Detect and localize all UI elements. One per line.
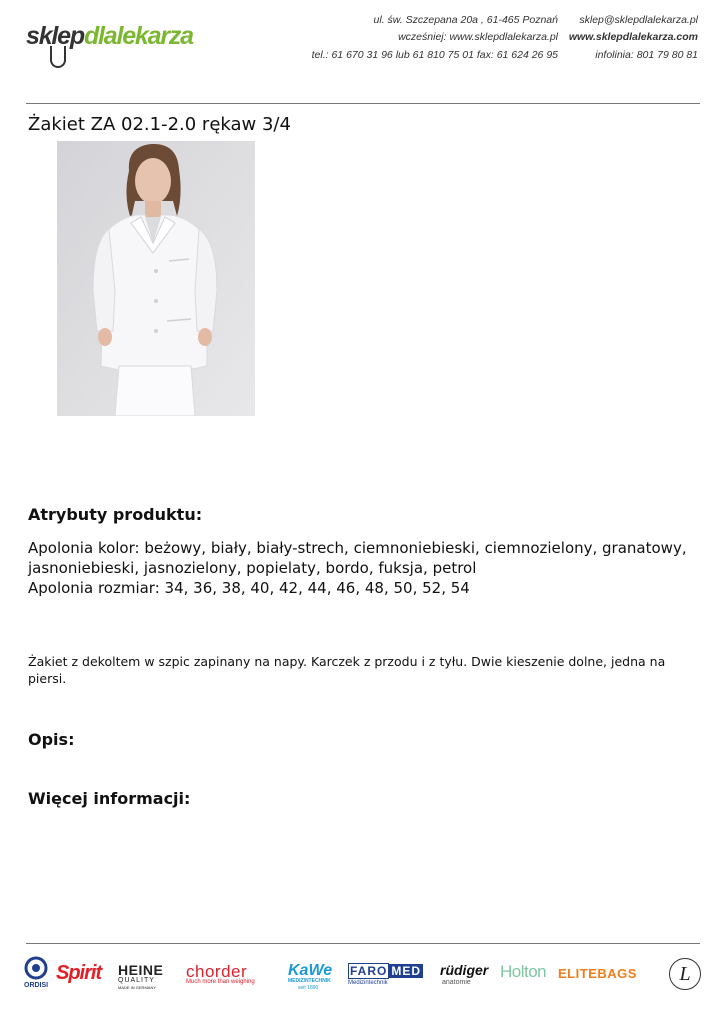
- logo-part-sklep: sklep: [26, 22, 84, 50]
- website-link[interactable]: www.sklepdlalekarza.com: [568, 31, 698, 43]
- header-divider: [26, 103, 700, 104]
- attribute-size: Apolonia rozmiar: 34, 36, 38, 40, 42, 44, 46, 48, 50, 52, 54: [28, 579, 470, 597]
- chorder-logo: chorder: [186, 962, 248, 981]
- kawe-medizintechnik: MEDIZINTECHNIK: [288, 978, 331, 984]
- faromed-medizintechnik: Medizintechnik: [348, 980, 388, 986]
- kawe-logo: KaWe: [288, 962, 333, 979]
- model-illustration: [57, 141, 255, 416]
- heine-quality: QUALITY: [118, 977, 155, 984]
- attributes-heading: Atrybuty produktu:: [28, 505, 203, 524]
- phone-numbers: tel.: 61 670 31 96 lub 61 810 75 01 fax: 61 624 26 95: [311, 49, 558, 61]
- kawe-since: seit 1890: [298, 985, 319, 991]
- faromed-part-faro: FARO: [350, 964, 388, 978]
- product-description: Żakiet z dekoltem w szpic zapinany na napy. Karczek z przodu i z tyłu. Dwie kieszenie dolne, jedna na piersi.: [28, 654, 666, 686]
- chorder-tagline: Much more than weighing: [186, 979, 255, 985]
- littmann-logo: [669, 958, 701, 990]
- rudiger-anatomie: anatomie: [442, 979, 471, 986]
- more-info-heading: Więcej informacji:: [28, 789, 191, 808]
- faromed-part-med: MED: [391, 964, 422, 978]
- shop-address: ul. św. Szczepana 20a , 61-465 Poznań: [373, 14, 558, 26]
- attributes-list: [28, 538, 698, 598]
- faromed-logo: [348, 964, 423, 978]
- littmann-letter: L: [679, 962, 691, 985]
- product-title: Żakiet ZA 02.1-2.0 rękaw 3/4: [28, 114, 291, 135]
- hotline: infolinia: 801 79 80 81: [595, 49, 698, 61]
- ordisi-label: ORDISI: [24, 982, 49, 989]
- heine-logo: HEINE: [118, 962, 164, 978]
- opis-heading: Opis:: [28, 730, 75, 749]
- elitebags-logo: ELITEBAGS: [558, 966, 637, 981]
- rudiger-logo: rüdiger: [440, 962, 489, 978]
- ordisi-icon: [24, 956, 48, 980]
- product-photo: [57, 141, 255, 416]
- holton-logo: Holton: [500, 962, 547, 981]
- logo-part-lekarza: lekarza: [116, 22, 193, 50]
- spirit-logo: Spirit: [56, 962, 102, 984]
- logo-part-dla: dla: [83, 22, 117, 50]
- heine-made-in-germany: MADE IN GERMANY: [118, 985, 157, 990]
- former-website: wcześniej: www.sklepdlalekarza.pl: [398, 31, 558, 43]
- email-link[interactable]: sklep@sklepdlalekarza.pl: [579, 14, 698, 26]
- attribute-color: Apolonia kolor: beżowy, biały, biały-strech, ciemnoniebieski, ciemnozielony, granatowy, jasnoniebieski, jasnozielony, popielaty, bordo, fuksja, petrol: [28, 539, 687, 577]
- footer-divider: [26, 943, 700, 944]
- stethoscope-icon: [50, 46, 66, 68]
- ordisi-logo: [24, 956, 48, 980]
